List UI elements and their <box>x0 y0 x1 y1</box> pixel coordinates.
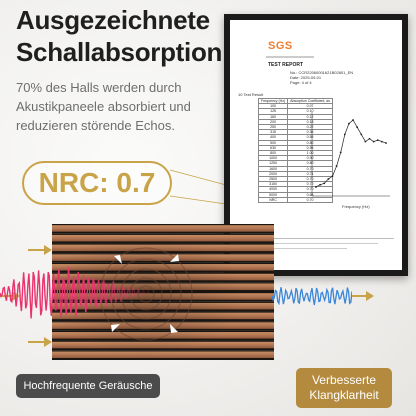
curve-point <box>373 141 375 143</box>
table-cell: 0.72 <box>288 182 333 187</box>
table-cell: 2500 <box>259 177 288 182</box>
headline-line1: Ausgezeichnete <box>16 5 210 35</box>
absorption-curve <box>316 120 386 187</box>
curve-point <box>385 142 387 144</box>
table-cell: 0.55 <box>288 135 333 140</box>
table-cell: 0.22 <box>288 125 333 130</box>
curve-point <box>315 186 317 188</box>
table-cell: 0.90 <box>288 156 333 161</box>
table-cell: NRC <box>259 197 288 202</box>
curve-point <box>352 119 354 121</box>
curve-point <box>365 141 367 143</box>
absorption-chart-svg <box>304 106 394 202</box>
table-cell: 0.70 <box>288 197 333 202</box>
curve-point <box>327 178 329 180</box>
table-cell: 0.95 <box>288 145 333 150</box>
headline-line2: Schallabsorption <box>16 37 223 67</box>
table-cell: 800 <box>259 151 288 156</box>
chart-xlabel: Frequency (Hz) <box>342 204 370 209</box>
curve-point <box>340 152 342 154</box>
report-no: No.: CCR22060001621B02801_EN <box>290 70 354 75</box>
nrc-badge: NRC: 0.7 <box>22 161 172 205</box>
arrow-icon <box>352 286 382 306</box>
curve-point <box>348 123 350 125</box>
table-cell: 0.18 <box>288 119 333 124</box>
report-title: TEST REPORT <box>268 62 304 68</box>
table-cell: 0.10 <box>288 109 333 114</box>
table-cell: 100 <box>259 104 288 109</box>
subtext: 70% des Halls werden durch Akustikpaneele absorbiert und reduzieren störende Echos. <box>16 80 191 133</box>
curve-point <box>369 138 371 140</box>
table-cell: 0.70 <box>288 166 333 171</box>
table-cell: 1250 <box>259 161 288 166</box>
table-cell: 2000 <box>259 171 288 176</box>
curve-point <box>360 134 362 136</box>
absorption-chart <box>304 106 394 207</box>
table-cell: 125 <box>259 109 288 114</box>
table-cell: 1600 <box>259 166 288 171</box>
table-cell: 0.80 <box>288 140 333 145</box>
curve-point <box>319 184 321 186</box>
table-cell: 4000 <box>259 187 288 192</box>
table-header-absorption: Absorption Coefficient, αs <box>288 99 333 104</box>
table-cell: 400 <box>259 135 288 140</box>
table-cell: 0.12 <box>288 114 333 119</box>
table-cell: 1.00 <box>288 151 333 156</box>
curve-point <box>332 175 334 177</box>
table-cell: 3150 <box>259 182 288 187</box>
table-cell: 250 <box>259 125 288 130</box>
curve-point <box>323 182 325 184</box>
table-cell: 160 <box>259 114 288 119</box>
arrow-icon <box>28 337 52 347</box>
reduced-wave <box>272 284 352 308</box>
table-header-frequency: Frequency (Hz) <box>259 99 288 104</box>
table-cell: 0.80 <box>288 161 333 166</box>
table-cell: 630 <box>259 145 288 150</box>
curve-point <box>356 126 358 128</box>
table-cell: 0.70 <box>288 187 333 192</box>
table-cell: 0.70 <box>288 177 333 182</box>
table-cell: 0.68 <box>288 192 333 197</box>
table-cell: 315 <box>259 130 288 135</box>
report-meta <box>290 70 353 85</box>
curve-point <box>336 165 338 167</box>
table-cell: 200 <box>259 119 288 124</box>
sgs-logo: SGS <box>268 40 293 52</box>
table-cell: 1000 <box>259 156 288 161</box>
report-page: Page: 4 of 4 <box>290 80 312 85</box>
table-cell: 0.07 <box>288 104 333 109</box>
table-cell: 0.36 <box>288 130 333 135</box>
logo-divider <box>266 56 314 58</box>
curve-point <box>344 134 346 136</box>
curve-point <box>381 141 383 143</box>
arrow-icon <box>28 245 52 255</box>
report-date: Date: 2025-09-01 <box>290 75 322 80</box>
label-improved-clarity: Verbesserte Klangklarheit <box>296 368 392 408</box>
label-high-frequency-noise: Hochfrequente Geräusche <box>16 374 160 398</box>
table-cell: 500 <box>259 140 288 145</box>
high-frequency-wave <box>0 262 150 324</box>
curve-point <box>377 139 379 141</box>
section-title: 10 Test Result <box>238 92 264 97</box>
table-cell: 0.74 <box>288 171 333 176</box>
table-cell: 5000 <box>259 192 288 197</box>
